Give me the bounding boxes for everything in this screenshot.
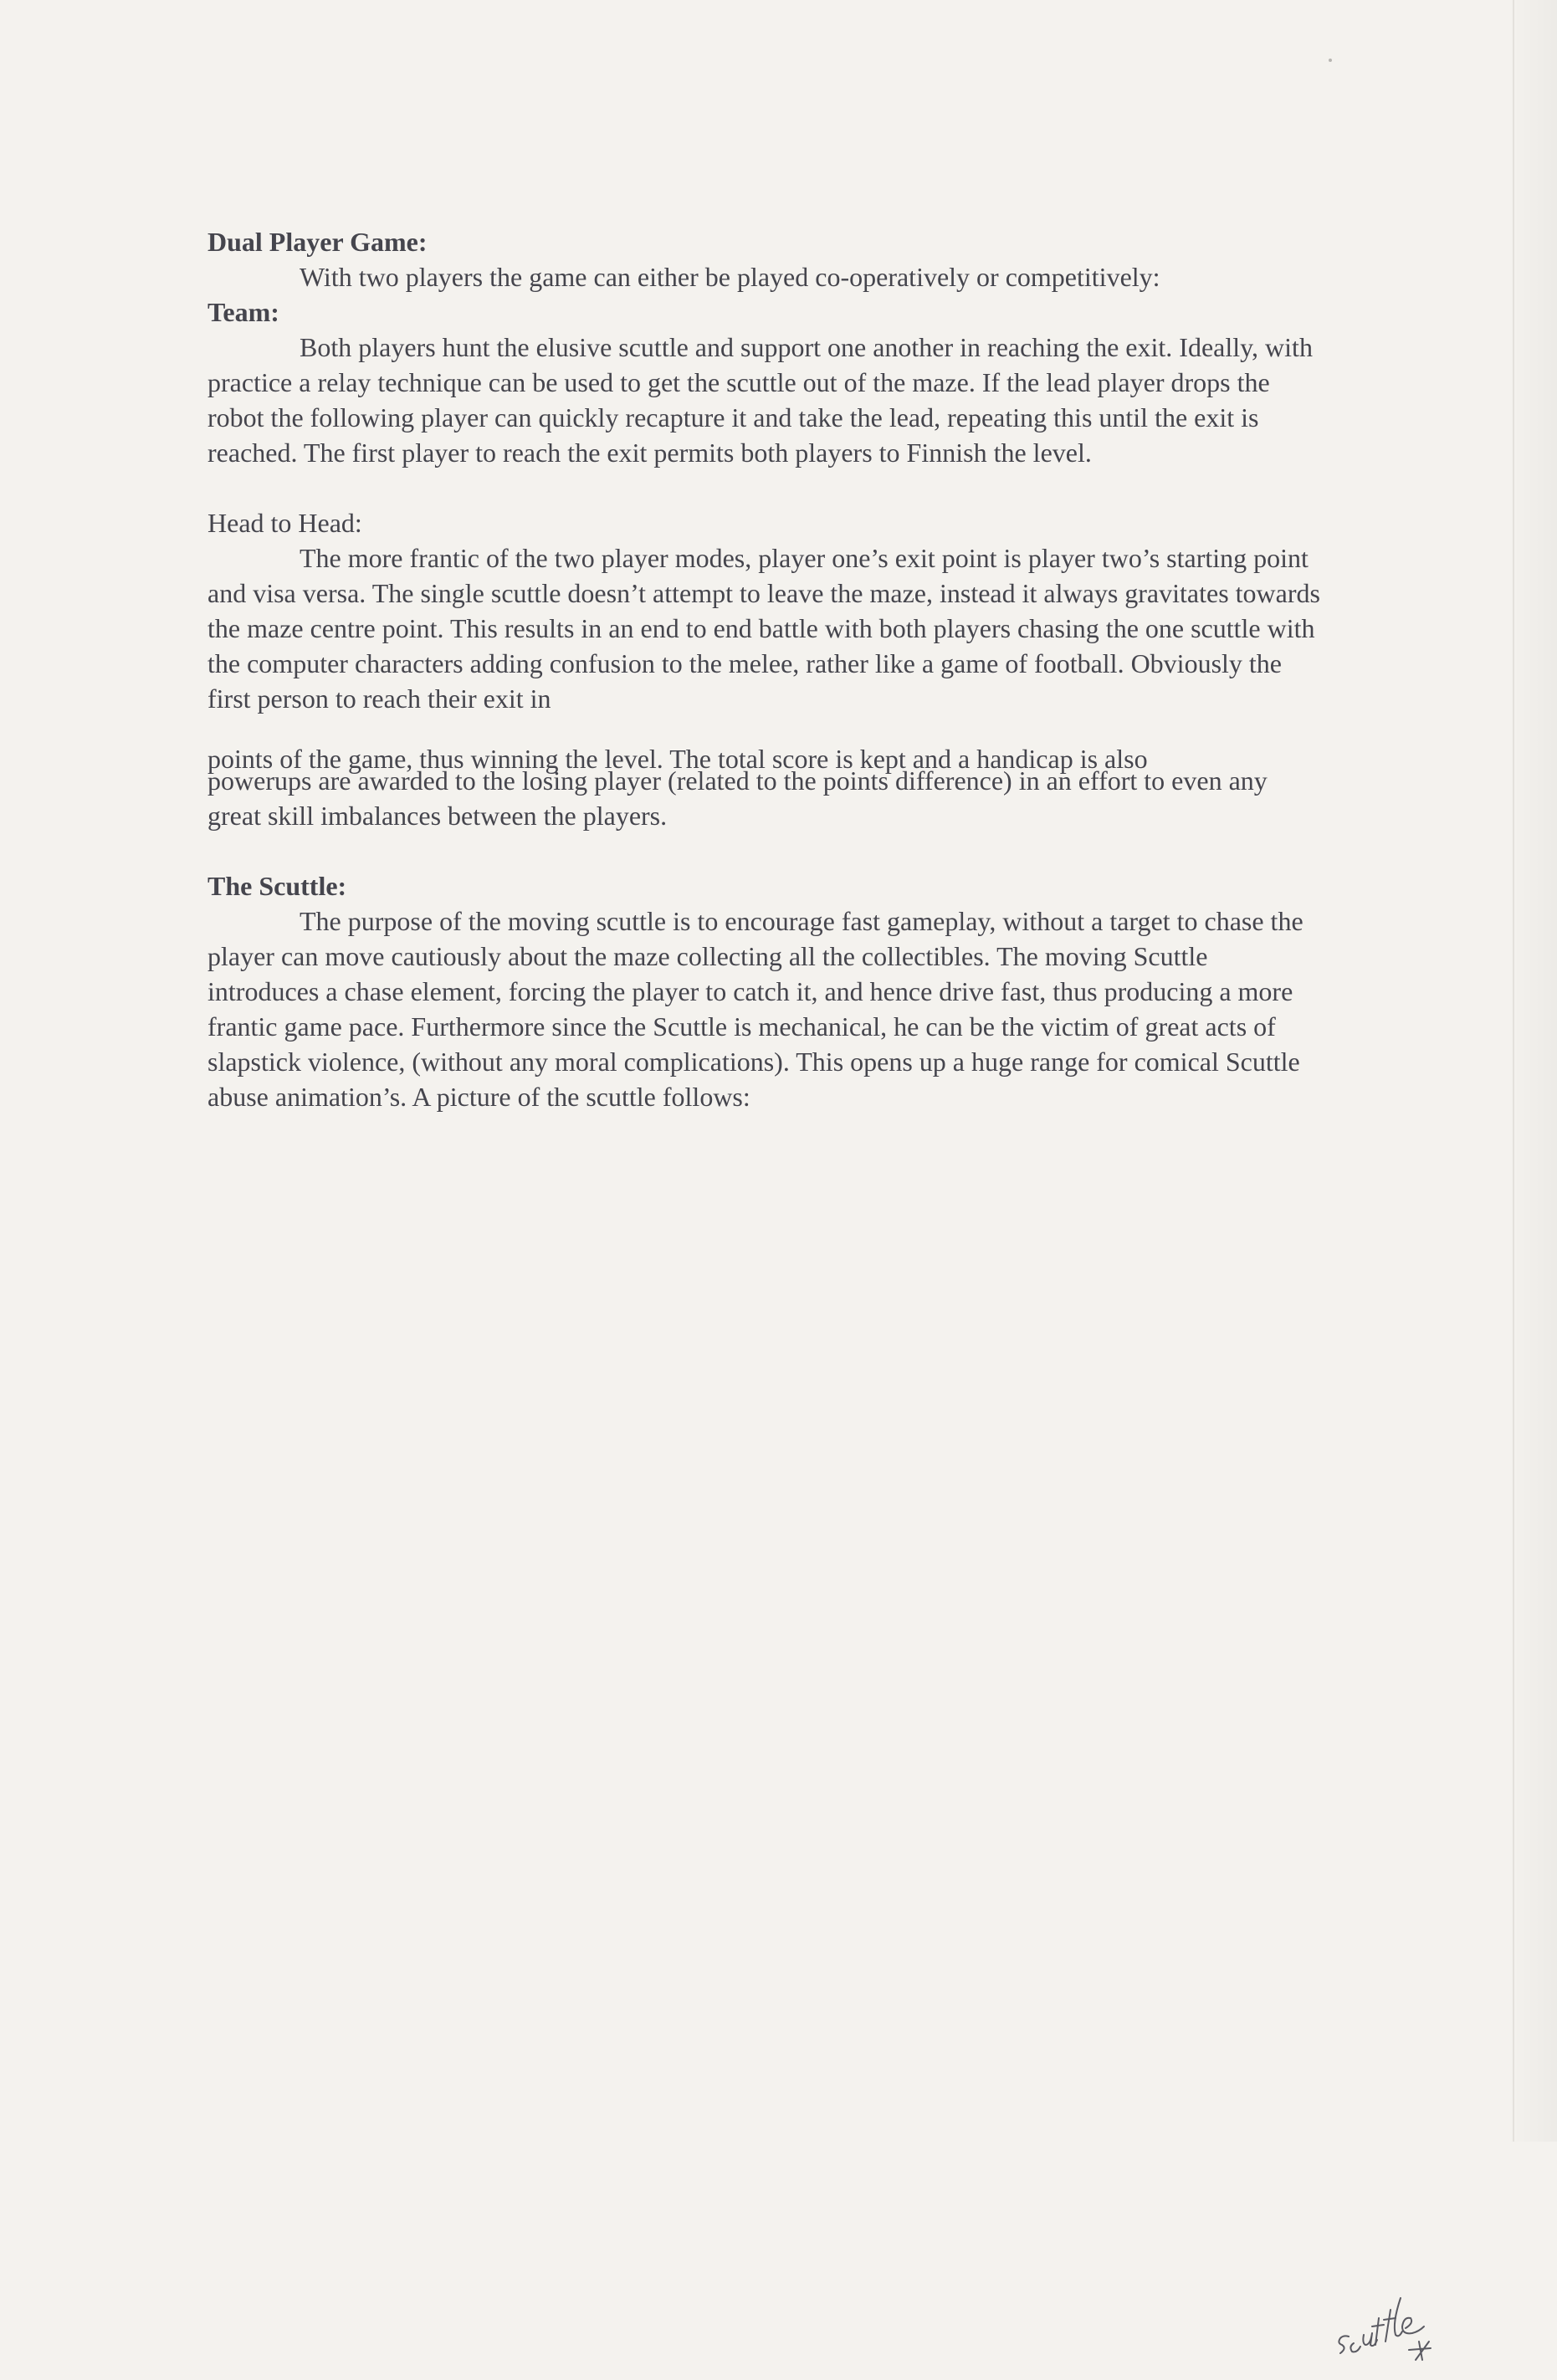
page-shadow — [1507, 0, 1557, 2142]
paragraph-head-to-head: The more frantic of the two player modes, player one’s exit point is player two’s starting point and visa versa. The single scuttle doesn’t attempt to leave the maze, instead it always gravitates towards the maze centre point. This results in an end to end battle with both players chasing the one scuttle with the computer characters adding confusion to the melee, rather like a game of football. Obviously the first person to reach their exit in — [207, 543, 1320, 714]
paragraph-dual-player: With two players the game can either be played co-operatively or competitively: — [300, 262, 1160, 292]
paragraph-team: Both players hunt the elusive scuttle and support one another in reaching the exit. Ideally, with practice a relay technique can be used to get the scuttle out of the maze. If the lead player drops the robot the following player can quickly recapture it and take the lead, repeating this until the exit is reached. The first player to reach the exit permits both players to Finnish the level. — [207, 332, 1313, 468]
truncated-text-line: points of the game, thus winning the level. The total score is kept and a handicap is also — [207, 744, 1148, 774]
section-team — [207, 294, 1320, 470]
heading-dual-player: Dual Player Game: — [207, 227, 428, 257]
handwritten-annotation — [1335, 2288, 1452, 2380]
section-dual-player — [207, 224, 1320, 294]
paragraph-scuttle: The purpose of the moving scuttle is to encourage fast gameplay, without a target to chase the player can move cautiously about the maze collecting all the collectibles. The moving Scuttle introduces a chase element, forcing the player to catch it, and hence drive fast, thus producing a more frantic game pace. Furthermore since the Scuttle is mechanical, he can be the victim of great acts of slapstick violence, (without any moral complications). This opens up a huge range for comical Scuttle abuse animation’s. A picture of the scuttle follows: — [207, 906, 1303, 1112]
heading-team: Team: — [207, 297, 279, 327]
heading-scuttle: The Scuttle: — [207, 871, 347, 901]
section-head-to-head — [207, 505, 1320, 833]
document-body — [207, 224, 1320, 1149]
heading-head-to-head: Head to Head: — [207, 508, 362, 538]
paper-speck — [1329, 59, 1332, 62]
section-scuttle — [207, 868, 1320, 1114]
paragraph-head-to-head-continued: powerups are awarded to the losing player (related to the points difference) in an effort to even any great skill imbalances between the players. — [207, 765, 1268, 831]
page-edge — [1513, 0, 1514, 2142]
